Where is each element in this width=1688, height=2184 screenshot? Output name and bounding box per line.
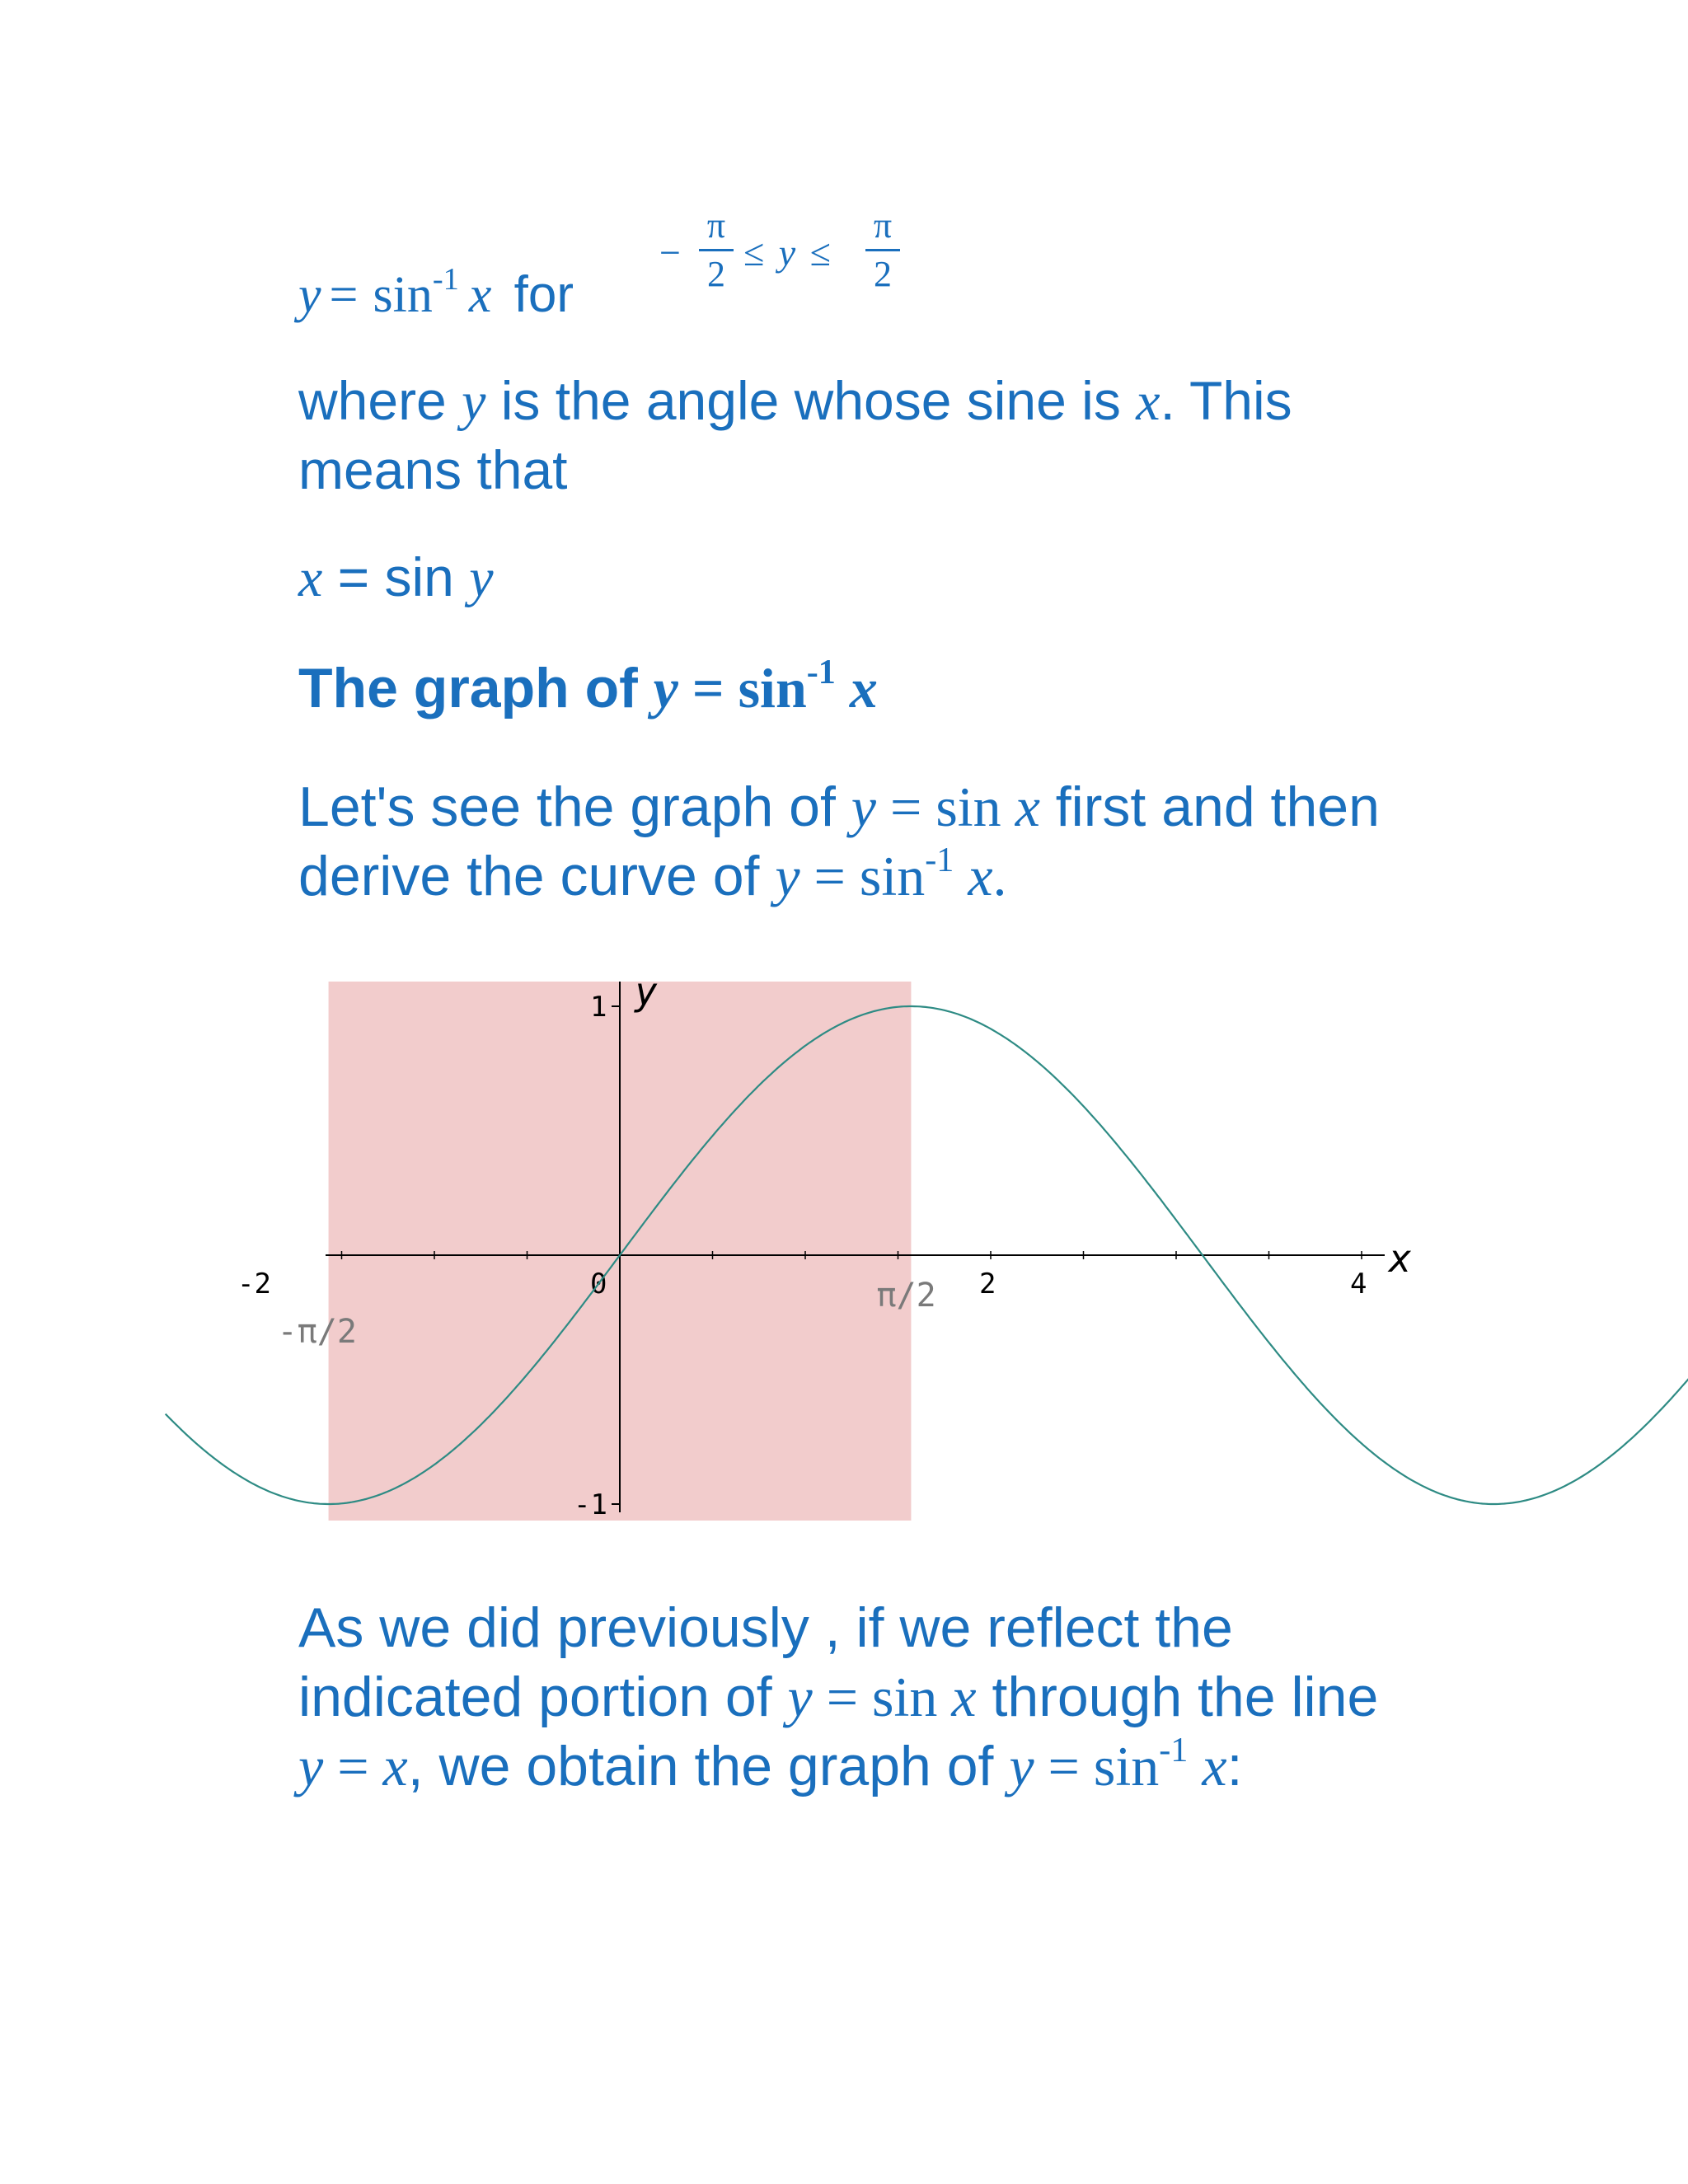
p3-eq-sin3: = sin (1034, 1735, 1160, 1797)
annotation-pi-over-2: π/2 (876, 1277, 936, 1315)
paragraph-1-line-2: means that (298, 439, 568, 500)
p3-inverse-exponent: -1 (1159, 1730, 1189, 1769)
p2-text-c: derive the curve of (298, 845, 776, 907)
p2-var-x: x (1015, 776, 1040, 838)
p2-eq-sin: = sin (875, 776, 1015, 838)
p2-var-y2: y (775, 845, 800, 907)
p1-text-c: . This (1160, 370, 1292, 431)
inequality-middle (743, 231, 831, 274)
p2-var-x2: x (954, 845, 993, 907)
identity-line (298, 546, 494, 610)
le-sign-2: ≤ (809, 232, 831, 274)
p1-text-a: where (298, 370, 462, 431)
frac-numerator: π (706, 205, 726, 246)
p3-var-y2: y (298, 1735, 324, 1797)
le-sign-1: ≤ (743, 232, 765, 274)
p2-text-b: first and then (1039, 776, 1380, 838)
section-heading (298, 652, 878, 721)
heading-var-x: x (835, 657, 878, 719)
frac-bar-2 (865, 249, 900, 251)
p3-text-a: indicated portion of (298, 1666, 788, 1728)
for-word: for (513, 266, 574, 323)
neg-pi-over-2 (699, 206, 734, 294)
paragraph-1-line-1 (298, 369, 1292, 434)
p1-text-b: is the angle whose sine is (485, 370, 1137, 431)
p2-inverse-exponent: -1 (925, 840, 954, 879)
identity-var-y: y (469, 548, 494, 608)
sine-graph (237, 940, 1467, 1521)
p3-var-x: x (951, 1666, 977, 1728)
p3-text-c: , we obtain the graph of (407, 1735, 1010, 1797)
identity-var-x: x (298, 548, 323, 608)
p3-colon: : (1226, 1735, 1243, 1797)
p3-var-x3: x (1188, 1735, 1227, 1797)
p2-period: . (992, 845, 1007, 907)
minus-sign: − (659, 232, 681, 274)
paragraph-2-line-2 (298, 840, 1007, 909)
annotation-neg-pi-over-2: -π/2 (277, 1313, 357, 1351)
p2-eq-sin2: = sin (799, 845, 926, 907)
y-tick-label: 1 (590, 991, 607, 1024)
p1-var-x: x (1136, 372, 1160, 432)
paragraph-2-line-1 (298, 775, 1380, 840)
x-tick-label: 0 (590, 1268, 607, 1301)
x-tick-label: 4 (1350, 1268, 1367, 1301)
p3-var-y: y (787, 1666, 813, 1728)
var-y: y (298, 267, 321, 323)
p3-eq-sin: = sin (812, 1666, 952, 1728)
paragraph-3-line-2 (298, 1665, 1378, 1730)
var-x: x (468, 267, 492, 323)
p2-var-y: y (851, 776, 876, 838)
x-tick-label: 2 (979, 1268, 996, 1301)
y-axis-label: y (635, 969, 658, 1014)
identity-text: = sin (322, 546, 470, 607)
pi-over-2 (865, 206, 900, 294)
frac-bar (699, 249, 734, 251)
y-tick-label: -1 (574, 1488, 607, 1521)
var-y-ineq: y (778, 232, 796, 274)
heading-inverse-exponent: -1 (806, 652, 836, 691)
p3-eq: = (323, 1735, 383, 1797)
heading-eq-sin: = sin (678, 657, 807, 719)
paragraph-3-line-3 (298, 1730, 1243, 1799)
p3-text-b: through the line (976, 1666, 1379, 1728)
frac-numerator-2: π (873, 205, 893, 246)
heading-var-y: y (653, 657, 678, 719)
p3-var-x2: x (382, 1735, 408, 1797)
p2-text-a: Let's see the graph of (298, 776, 851, 838)
p3-var-y3: y (1009, 1735, 1034, 1797)
p1-var-y: y (462, 372, 486, 432)
x-tick-label: -2 (237, 1268, 271, 1301)
frac-denominator-2: 2 (874, 254, 892, 294)
definition-line (298, 262, 574, 325)
paragraph-3-line-1: As we did previously , if we reflect the (298, 1596, 1233, 1659)
frac-denominator: 2 (707, 254, 725, 294)
x-axis-label: x (1389, 1236, 1412, 1281)
equals-sign: = (329, 267, 359, 323)
heading-text: The graph of (298, 657, 654, 719)
sin-text: sin (373, 267, 433, 323)
inverse-exponent: -1 (432, 262, 459, 298)
